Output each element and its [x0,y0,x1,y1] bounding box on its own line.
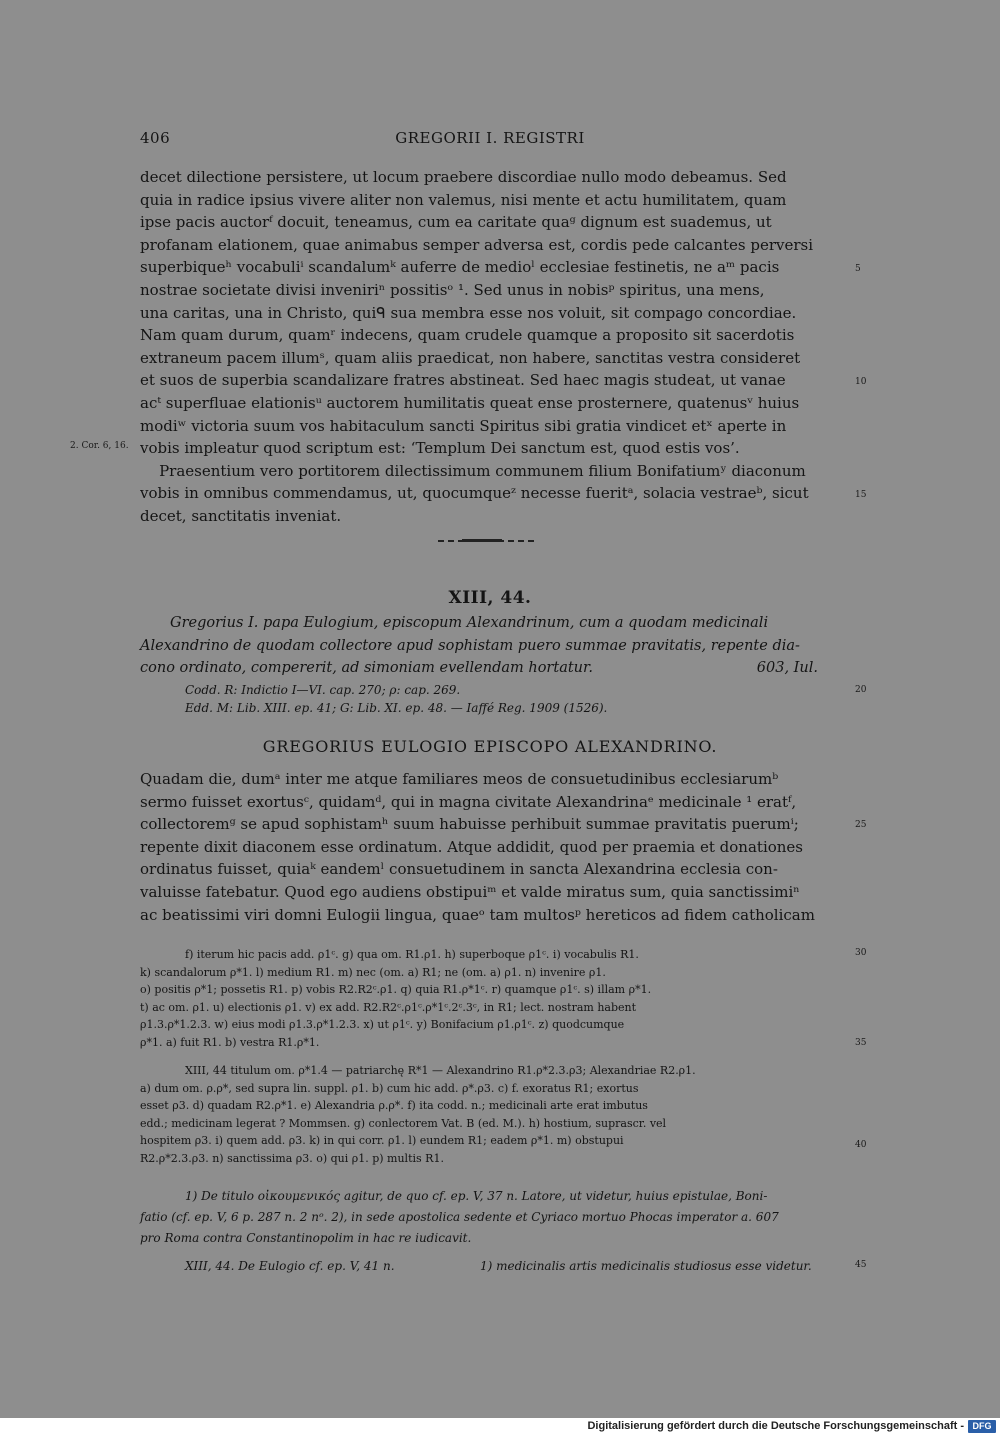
apparatus-line: R2.ρ*2.3.ρ3. n) sanctissima ρ3. o) qui ρ1. p) multis R1. [140,1151,444,1165]
apparatus-line: k) scandalorum ρ*1. l) medium R1. m) nec (om. a) R1; ne (om. a) ρ1. n) invenire ρ1. [140,965,606,979]
letter-summary [140,612,820,680]
editions-line: Edd. M: Lib. XIII. ep. 41; G: Lib. XI. ep. 48. — Iaffé Reg. 1909 (1526). [185,701,608,715]
footnote-line: fatio (cf. ep. V, 6 p. 287 n. 2 nᵒ. 2), in sede apostolica sedente et Cyriaco mortuo Phocas imperator a. 607 [140,1210,779,1224]
text-line: quia in radice ipsius vivere aliter non valemus, nisi mente et actu humilitatem, quam [140,190,787,209]
text-line: modiʷ victoria suum vos habitaculum sancti Spiritus sibi gratia vindicet etˣ aperte in [140,416,787,435]
codices-line: Codd. R: Indictio I—VI. cap. 270; ρ: cap. 269. [185,683,461,697]
text-line: ipse pacis auctorᶠ docuit, teneamus, cum ea caritate quaᵍ dignum est suademus, ut [140,213,772,232]
line-number: 35 [855,1038,867,1048]
line-number: 25 [855,820,867,830]
critical-apparatus [140,946,840,1052]
text-line: Praesentium vero portitorem dilectissimum communem filium Bonifatiumʸ diaconum [140,461,806,480]
text-line: decet dilectione persistere, ut locum praebere discordiae nullo modo debeamus. Sed [140,168,787,186]
text-line: profanam elationem, quae animabus semper adversa est, cordis pede calcantes perversi [140,235,814,254]
footnote-line: pro Roma contra Constantinopolim in hac re iudicavit. [140,1231,472,1245]
apparatus-line: t) ac om. ρ1. u) electionis ρ1. v) ex add. R2.R2ᶜ.ρ1ᶜ.ρ*1ᶜ.2ᶜ.3ᶜ, in R1; lect. nostram habent [140,1000,637,1014]
final-note [140,1256,840,1277]
text-line: ac beatissimi viri domni Eulogii lingua, quaeᵒ tam multosᵖ hereticos ad fidem catholicam [140,905,815,924]
text-line: valuisse fatebatur. Quod ego audiens obstipuiᵐ et valde miratus sum, quia sanctissimiⁿ [140,882,800,901]
letter-text [140,768,840,926]
text-line: sermo fuisset exortusᶜ, quidamᵈ, qui in magna civitate Alexandrinaᵉ medicinale ¹ eratᶠ, [140,792,797,811]
text-line: Quadam die, dumᵃ inter me atque familiares meos de consuetudinibus ecclesiarumᵇ [140,770,779,788]
apparatus-line: f) iterum hic pacis add. ρ1ᶜ. g) qua om. R1.ρ1. h) superboque ρ1ᶜ. i) vocabulis R1. [185,948,639,961]
text-line: superbiqueʰ vocabuliⁱ scandalumᵏ auferre de medioˡ ecclesiae festinetis, ne aᵐ pacis [140,258,780,277]
apparatus-line: esset ρ3. d) quadam R2.ρ*1. e) Alexandria ρ.ρ*. f) ita codd. n.; medicinali arte erat imbutus [140,1099,648,1113]
apparatus-line: edd.; medicinam legerat ? Mommsen. g) conlectorem Vat. B (ed. M.). h) hostium, suprascr. vel [140,1116,667,1130]
text-line: vobis in omnibus commendamus, ut, quocumqueᶻ necesse fueritᵃ, solacia vestraeᵇ, sicut [140,484,809,503]
text-line: acᵗ superfluae elationisᵘ auctorem humilitatis queat ense prosternere, quatenusᵛ huius [140,393,800,412]
apparatus-line: XIII, 44 titulum om. ρ*1.4 — patriarchę R*1 — Alexandrino R1.ρ*2.3.ρ3; Alexandriae R2.ρ1. [185,1064,696,1077]
scripture-reference: 2. Cor. 6, 16. [70,441,129,451]
line-number: 40 [855,1140,867,1150]
line-number: 15 [855,490,867,500]
funding-notice: Digitalisierung gefördert durch die Deutsche Forschungsgemeinschaft - [587,1420,964,1432]
text-line: nostrae societate divisi inveniriⁿ possitisᵒ ¹. Sed unus in nobisᵖ spiritus, una mens, [140,280,765,299]
line-number: 30 [855,948,867,958]
text-line: ordinatus fuisset, quiaᵏ eandemˡ consuetudinem in sancta Alexandrina ecclesia con- [140,860,778,879]
main-text [140,166,840,528]
text-line: collectoremᵍ se apud sophistamʰ suum habuisse perhibuit summae pravitatis puerumⁱ; [140,815,799,834]
critical-apparatus-letter [140,1062,840,1168]
letter-address: GREGORIUS EULOGIO EPISCOPO ALEXANDRINO. [262,737,718,756]
summary-line: Gregorius I. papa Eulogium, episcopum Alexandrinum, cum a quodam medicinali [170,615,769,631]
final-note-line [140,1256,840,1277]
line-number: 45 [855,1260,867,1270]
apparatus-line: ρ*1. a) fuit R1. b) vestra R1.ρ*1. [140,1035,320,1049]
letter-number: XIII, 44. [448,588,532,608]
text-line: et suos de superbia scandalizare fratres abstineat. Sed haec magis studeat, ut vanae [140,371,786,390]
line-number: 5 [855,264,861,274]
footnote-line: 1) De titulo οἰκουμενικός agitur, de quo cf. ep. V, 37 n. Latore, ut videtur, huius epistulae, Boni- [185,1189,768,1203]
final-note-left: XIII, 44. De Eulogio cf. ep. V, 41 n. [185,1259,395,1273]
summary-line: Alexandrino de quodam collectore apud sophistam puero summae pravitatis, repente dia- [140,637,800,654]
text-line: Nam quam durum, quamʳ indecens, quam crudele quamque a proposito sit sacerdotis [140,326,795,345]
apparatus-line: a) dum om. ρ.ρ*, sed supra lin. suppl. ρ1. b) cum hic add. ρ*.ρ3. c) f. exoratus R1; exortus [140,1081,639,1095]
line-number: 20 [855,685,867,695]
text-line: vobis impleatur quod scriptum est: ‘Templum Dei sanctum est, quod estis vos’. [140,439,740,458]
text-line: extraneum pacem illumˢ, quam aliis praedicat, non habere, sanctitas vestra consideret [140,348,801,367]
letter-date: 603, Iul. [756,660,818,676]
apparatus-line: hospitem ρ3. i) quem add. ρ3. k) in qui corr. ρ1. l) eundem R1; eadem ρ*1. m) obstupui [140,1134,624,1148]
text-line: repente dixit diaconem esse ordinatum. Atque addidit, quod per praemia et donationes [140,837,804,856]
footnotes [140,1186,840,1249]
running-head [140,129,840,149]
text-line: decet, sanctitatis inveniat. [140,506,342,525]
running-title: GREGORII I. REGISTRI [395,129,585,147]
apparatus-line: ρ1.3.ρ*1.2.3. w) eius modi ρ1.3.ρ*1.2.3. x) ut ρ1ᶜ. y) Bonifacium ρ1.ρ1ᶜ. z) quodcumque [140,1018,625,1032]
section-divider-center [462,539,502,542]
page-number: 406 [140,129,171,147]
dfg-logo-icon: DFG [968,1420,996,1433]
text-line: una caritas, una in Christo, quiᑫ sua membra esse nos voluit, sit compago concordiae. [140,303,797,322]
line-number: 10 [855,377,867,387]
apparatus-line: o) positis ρ*1; possetis R1. p) vobis R2.R2ᶜ.ρ1. q) quia R1.ρ*1ᶜ. r) quamque ρ1ᶜ. s) illam ρ*1. [140,983,652,997]
final-note-right: 1) medicinalis artis medicinalis studiosus esse videtur. [480,1259,812,1273]
summary-line: cono ordinato, compererit, ad simoniam evellendam hortatur. [140,660,593,676]
